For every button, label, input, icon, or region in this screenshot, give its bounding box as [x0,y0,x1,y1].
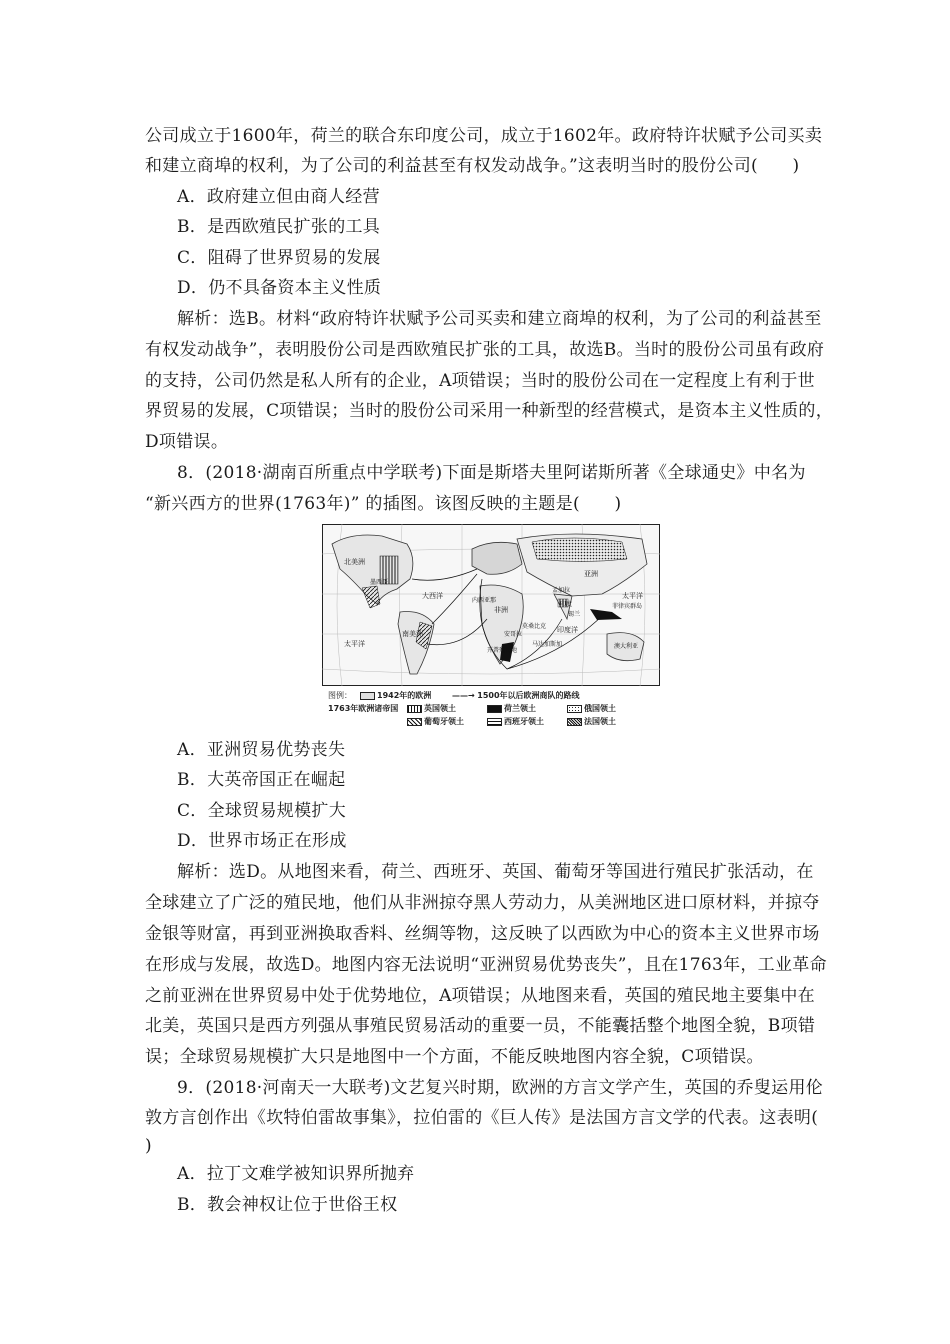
map-label-cape: 开普殖民地 [487,647,518,654]
map-label-india: 印度 [560,601,573,608]
q7-stem-line2: 和建立商埠的权利，为了公司的利益甚至有权发动战争。”这表明当时的股份公司( ) [145,156,800,176]
q9-option-b: B．教会神权让位于世俗王权 [177,1195,398,1215]
q8-option-b: B．大英帝国正在崛起 [177,770,346,790]
q9-stem-line3: ) [145,1136,152,1156]
arrow-icon: ——→ [452,691,475,700]
legend-route: ——→ 1500年以后欧洲商队的路线 [452,691,580,700]
map-label-australia: 澳大利亚 [614,643,639,650]
q7-analysis-line2: 有权发动战争”，表明股份公司是西欧殖民扩张的工具，故选B。当时的股份公司虽有政府 [145,340,825,360]
q8-analysis-line2: 全球建立了广泛的殖民地，他们从非洲掠夺黑人劳动力，从美洲地区进口原材料，并掠夺 [145,893,820,913]
q8-analysis-line1: 解析：选D。从地图来看，荷兰、西班牙、英国、葡萄牙等国进行殖民扩张活动，在 [177,862,814,882]
legend-dutch: 荷兰领土 [487,703,536,714]
map-label-north-america: 北美洲 [344,558,365,566]
map-label-mexico: 墨西哥 [370,579,389,586]
legend-french: 法国领土 [567,716,616,727]
q9-option-a: A．拉丁文难学被知识界所抛弃 [177,1164,415,1184]
map-label-madagascar: 马达加斯加 [532,641,563,648]
q7-analysis-line1: 解析：选B。材料“政府特许状赋予公司买卖和建立商埠的权利，为了公司的利益甚至 [177,309,822,329]
map-label-pacific-left: 太平洋 [344,640,365,648]
legend-british: 英国领土 [407,703,456,714]
map-label-pacific-right: 太平洋 [622,592,643,600]
legend-title: 图例： [328,691,352,700]
q7-stem-line1: 公司成立于1600年，荷兰的联合东印度公司，成立于1602年。政府特许状赋予公司买卖 [145,126,823,146]
map-label-mozambique: 莫桑比克 [522,623,547,630]
q7-analysis-line5: D项错误。 [145,432,229,452]
legend-swatch-europe [360,692,375,700]
q8-stem-line2: “新兴西方的世界(1763年)” 的插图。该图反映的主题是( ) [145,494,622,514]
legend-swatch-portuguese [407,718,422,726]
q9-stem-line1: 9．(2018·河南天一大联考)文艺复兴时期，欧洲的方言文学产生，英国的乔叟运用伦 [177,1078,824,1098]
q7-option-c: C．阻碍了世界贸易的发展 [177,248,381,268]
map-label-asia: 亚洲 [584,570,598,578]
legend-empires-1763: 1763年欧洲诸帝国 [328,704,399,713]
map-label-philippines: 菲律宾群岛 [612,603,643,610]
q8-option-d: D．世界市场正在形成 [177,831,347,851]
q8-analysis-line3: 金银等财富，再到亚洲换取香料、丝绸等物，这反映了以西欧为中心的资本主义世界市场 [145,924,820,944]
map-label-bengal: 孟加拉 [552,587,571,594]
legend-swatch-russian [567,705,582,713]
map-label-angola: 安哥拉 [504,631,523,638]
q7-option-a: A．政府建立但由商人经营 [177,187,380,207]
q8-stem-line1: 8．(2018·湖南百所重点中学联考)下面是斯塔夫里阿诺斯所著《全球通史》中名为 [177,463,806,483]
map-label-inner-africa: 内西亚那 [472,597,497,604]
map-label-indian-ocean: 印度洋 [557,626,578,634]
legend-spanish: 西班牙领土 [487,716,544,727]
map-label-south-america: 南美洲 [402,630,423,638]
q8-analysis-line6: 北美，英国只是西方列强从事殖民贸易活动的重要一员，不能囊括整个地图全貌，B项错 [145,1016,816,1036]
legend-swatch-dutch [487,705,502,713]
q8-analysis-line5: 之前亚洲在世界贸易中处于优势地位，A项错误；从地图来看，英国的殖民地主要集中在 [145,986,815,1006]
map-graphic [322,524,660,686]
q8-analysis-line7: 误；全球贸易规模扩大只是地图中一个方面，不能反映地图内容全貌，C项错误。 [145,1047,764,1067]
q7-option-d: D．仍不具备资本主义性质 [177,278,382,298]
q7-option-b: B．是西欧殖民扩张的工具 [177,217,381,237]
map-label-africa: 非洲 [494,606,508,614]
map-legend [322,686,660,730]
q7-analysis-line3: 的支持，公司仍然是私人所有的企业，A项错误；当时的股份公司在一定程度上有利于世 [145,371,815,391]
legend-portuguese: 葡萄牙领土 [407,716,464,727]
q9-stem-line2: 敦方言创作出《坎特伯雷故事集》，拉伯雷的《巨人传》是法国方言文学的代表。这表明( [145,1108,819,1128]
map-label-atlantic: 大西洋 [422,592,443,600]
legend-swatch-spanish [487,718,502,726]
map-label-ceylon: 锡兰 [568,611,581,618]
legend-swatch-french [567,718,582,726]
q7-analysis-line4: 界贸易的发展，C项错误；当时的股份公司采用一种新型的经营模式，是资本主义性质的， [145,401,834,421]
legend-swatch-british [407,705,422,713]
legend-europe-1942: 1942年的欧洲 [360,690,431,701]
q8-analysis-line4: 在形成与发展，故选D。地图内容无法说明“亚洲贸易优势丧失”，且在1763年，工业革命 [145,955,827,975]
q8-option-c: C．全球贸易规模扩大 [177,801,347,821]
q8-option-a: A．亚洲贸易优势丧失 [177,740,346,760]
legend-russian: 俄国领土 [567,703,616,714]
world-map-1763 [322,524,660,730]
